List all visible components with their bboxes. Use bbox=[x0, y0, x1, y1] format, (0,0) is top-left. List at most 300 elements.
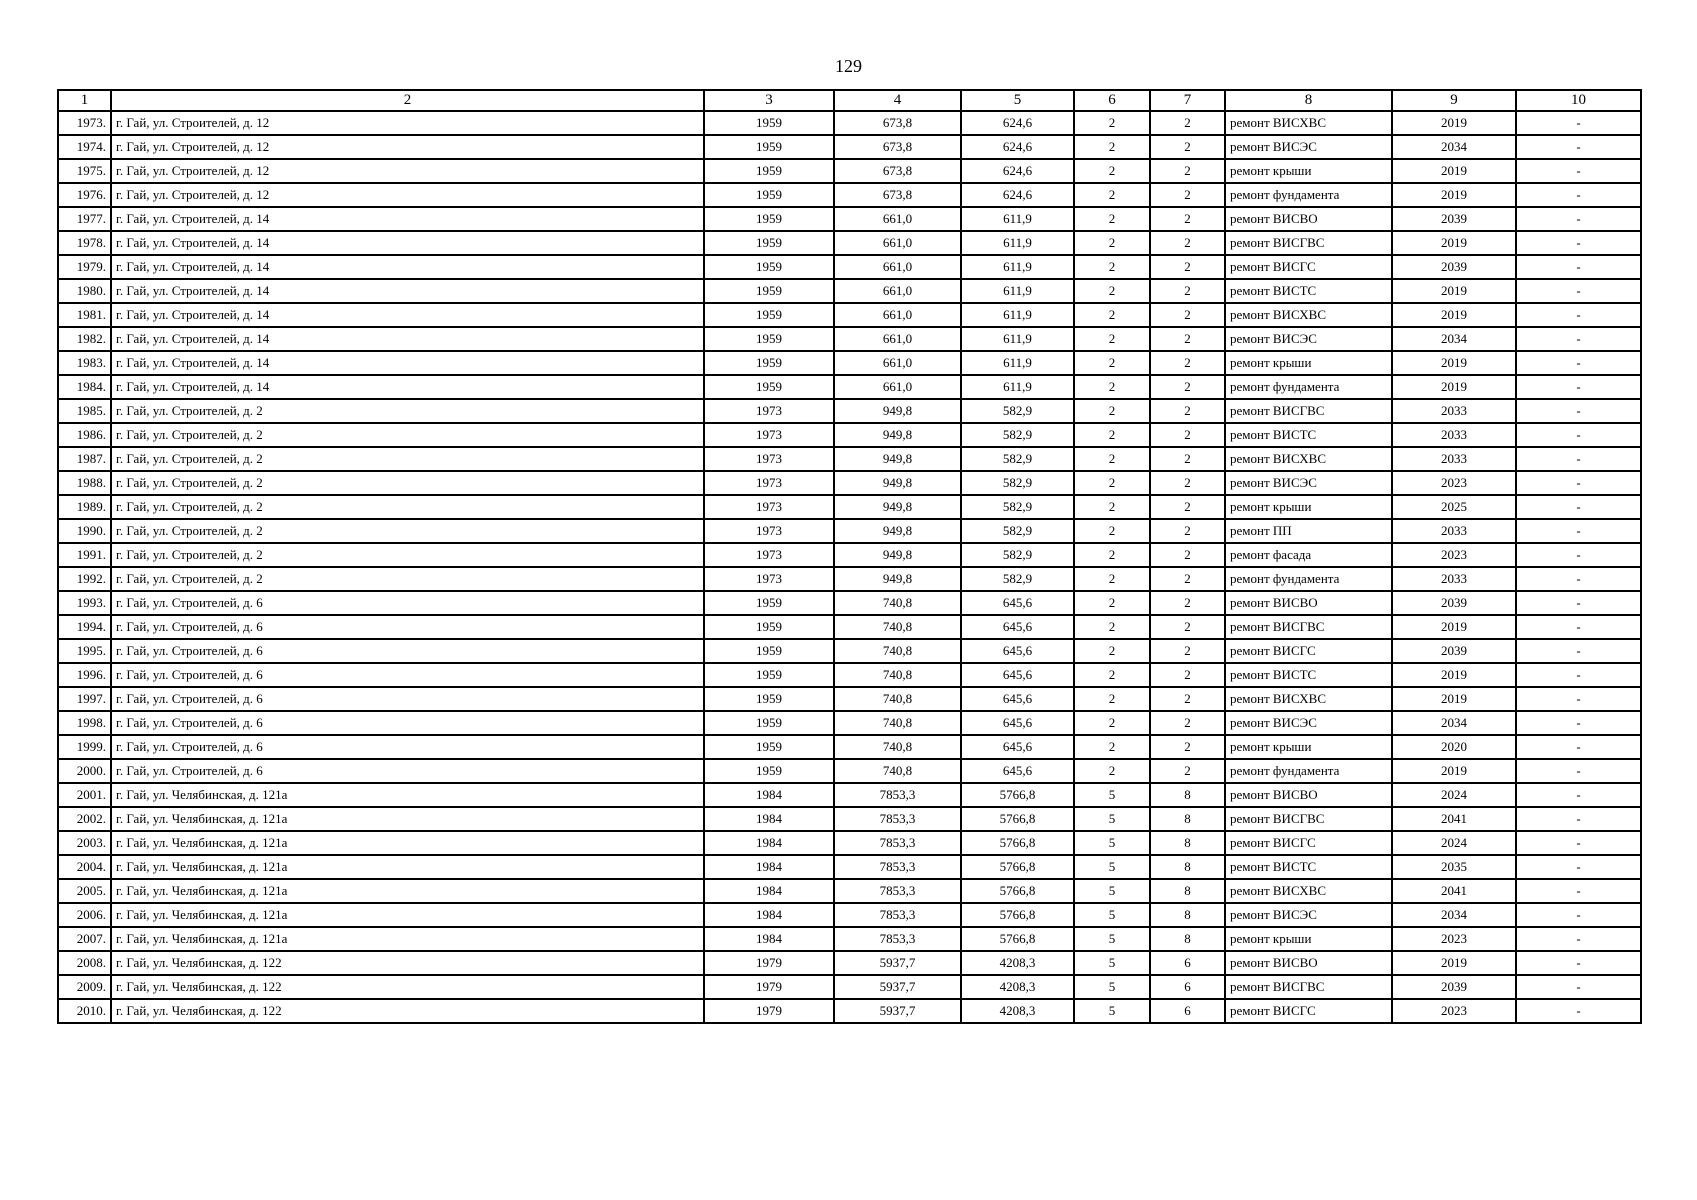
cell-work-type: ремонт ПП bbox=[1225, 519, 1392, 543]
cell-floors: 2 bbox=[1074, 375, 1150, 399]
cell-row-number: 1995. bbox=[58, 639, 111, 663]
cell-row-number: 1989. bbox=[58, 495, 111, 519]
cell-living-area: 611,9 bbox=[961, 303, 1074, 327]
cell-row-number: 1988. bbox=[58, 471, 111, 495]
cell-year-built: 1959 bbox=[704, 231, 834, 255]
cell-work-year: 2034 bbox=[1392, 135, 1516, 159]
cell-floors: 5 bbox=[1074, 879, 1150, 903]
cell-year-built: 1959 bbox=[704, 375, 834, 399]
cell-floors: 2 bbox=[1074, 327, 1150, 351]
cell-entrances: 8 bbox=[1150, 807, 1225, 831]
cell-note: - bbox=[1516, 855, 1641, 879]
table-row bbox=[58, 255, 1641, 279]
cell-row-number: 1996. bbox=[58, 663, 111, 687]
table-row bbox=[58, 927, 1641, 951]
cell-total-area: 661,0 bbox=[834, 255, 961, 279]
cell-note: - bbox=[1516, 927, 1641, 951]
cell-year-built: 1973 bbox=[704, 567, 834, 591]
cell-row-number: 1998. bbox=[58, 711, 111, 735]
cell-living-area: 5766,8 bbox=[961, 783, 1074, 807]
cell-work-type: ремонт ВИСЭС bbox=[1225, 135, 1392, 159]
column-header-6: 6 bbox=[1074, 90, 1150, 111]
cell-entrances: 2 bbox=[1150, 567, 1225, 591]
cell-note: - bbox=[1516, 327, 1641, 351]
cell-floors: 2 bbox=[1074, 687, 1150, 711]
cell-note: - bbox=[1516, 495, 1641, 519]
cell-floors: 2 bbox=[1074, 351, 1150, 375]
cell-year-built: 1959 bbox=[704, 255, 834, 279]
cell-entrances: 2 bbox=[1150, 327, 1225, 351]
cell-note: - bbox=[1516, 663, 1641, 687]
cell-entrances: 8 bbox=[1150, 903, 1225, 927]
cell-total-area: 673,8 bbox=[834, 135, 961, 159]
cell-row-number: 1993. bbox=[58, 591, 111, 615]
cell-total-area: 7853,3 bbox=[834, 831, 961, 855]
cell-row-number: 2009. bbox=[58, 975, 111, 999]
cell-work-year: 2020 bbox=[1392, 735, 1516, 759]
cell-work-type: ремонт ВИСГВС bbox=[1225, 975, 1392, 999]
cell-floors: 2 bbox=[1074, 111, 1150, 135]
cell-living-area: 624,6 bbox=[961, 135, 1074, 159]
cell-work-year: 2019 bbox=[1392, 375, 1516, 399]
cell-floors: 2 bbox=[1074, 471, 1150, 495]
cell-note: - bbox=[1516, 903, 1641, 927]
cell-total-area: 740,8 bbox=[834, 663, 961, 687]
cell-address: г. Гай, ул. Челябинская, д. 121а bbox=[111, 927, 704, 951]
cell-living-area: 611,9 bbox=[961, 279, 1074, 303]
cell-entrances: 2 bbox=[1150, 111, 1225, 135]
cell-living-area: 5766,8 bbox=[961, 903, 1074, 927]
cell-entrances: 8 bbox=[1150, 855, 1225, 879]
cell-entrances: 2 bbox=[1150, 375, 1225, 399]
cell-total-area: 740,8 bbox=[834, 687, 961, 711]
cell-note: - bbox=[1516, 375, 1641, 399]
cell-row-number: 1983. bbox=[58, 351, 111, 375]
table-row bbox=[58, 831, 1641, 855]
cell-work-year: 2019 bbox=[1392, 615, 1516, 639]
cell-year-built: 1959 bbox=[704, 327, 834, 351]
cell-floors: 2 bbox=[1074, 159, 1150, 183]
cell-address: г. Гай, ул. Строителей, д. 14 bbox=[111, 279, 704, 303]
cell-living-area: 582,9 bbox=[961, 447, 1074, 471]
table-row bbox=[58, 999, 1641, 1023]
cell-work-type: ремонт фундамента bbox=[1225, 759, 1392, 783]
cell-work-year: 2019 bbox=[1392, 759, 1516, 783]
cell-living-area: 4208,3 bbox=[961, 999, 1074, 1023]
cell-total-area: 673,8 bbox=[834, 111, 961, 135]
column-header-8: 8 bbox=[1225, 90, 1392, 111]
cell-living-area: 645,6 bbox=[961, 615, 1074, 639]
cell-row-number: 1992. bbox=[58, 567, 111, 591]
cell-address: г. Гай, ул. Строителей, д. 6 bbox=[111, 711, 704, 735]
cell-entrances: 2 bbox=[1150, 711, 1225, 735]
cell-work-year: 2019 bbox=[1392, 351, 1516, 375]
table-row bbox=[58, 879, 1641, 903]
cell-address: г. Гай, ул. Строителей, д. 14 bbox=[111, 327, 704, 351]
cell-row-number: 1974. bbox=[58, 135, 111, 159]
cell-work-type: ремонт крыши bbox=[1225, 495, 1392, 519]
cell-living-area: 611,9 bbox=[961, 231, 1074, 255]
cell-entrances: 2 bbox=[1150, 255, 1225, 279]
cell-work-type: ремонт ВИСГВС bbox=[1225, 399, 1392, 423]
cell-entrances: 2 bbox=[1150, 663, 1225, 687]
cell-year-built: 1984 bbox=[704, 831, 834, 855]
cell-floors: 2 bbox=[1074, 447, 1150, 471]
table-row bbox=[58, 423, 1641, 447]
cell-living-area: 5766,8 bbox=[961, 927, 1074, 951]
cell-work-year: 2034 bbox=[1392, 903, 1516, 927]
cell-floors: 5 bbox=[1074, 903, 1150, 927]
cell-total-area: 7853,3 bbox=[834, 783, 961, 807]
cell-living-area: 4208,3 bbox=[961, 951, 1074, 975]
cell-note: - bbox=[1516, 231, 1641, 255]
cell-floors: 5 bbox=[1074, 975, 1150, 999]
table-row bbox=[58, 375, 1641, 399]
cell-work-year: 2039 bbox=[1392, 639, 1516, 663]
cell-work-year: 2023 bbox=[1392, 999, 1516, 1023]
table-row bbox=[58, 495, 1641, 519]
cell-work-year: 2023 bbox=[1392, 543, 1516, 567]
cell-work-type: ремонт ВИСГВС bbox=[1225, 615, 1392, 639]
cell-address: г. Гай, ул. Челябинская, д. 121а bbox=[111, 903, 704, 927]
cell-living-area: 5766,8 bbox=[961, 855, 1074, 879]
cell-total-area: 7853,3 bbox=[834, 903, 961, 927]
cell-work-type: ремонт ВИСХВС bbox=[1225, 879, 1392, 903]
cell-floors: 2 bbox=[1074, 567, 1150, 591]
cell-entrances: 2 bbox=[1150, 519, 1225, 543]
cell-address: г. Гай, ул. Строителей, д. 2 bbox=[111, 399, 704, 423]
cell-year-built: 1973 bbox=[704, 447, 834, 471]
page-number: 129 bbox=[835, 56, 862, 76]
cell-work-year: 2019 bbox=[1392, 159, 1516, 183]
cell-note: - bbox=[1516, 135, 1641, 159]
cell-note: - bbox=[1516, 447, 1641, 471]
cell-entrances: 6 bbox=[1150, 999, 1225, 1023]
cell-work-year: 2039 bbox=[1392, 591, 1516, 615]
cell-note: - bbox=[1516, 183, 1641, 207]
cell-note: - bbox=[1516, 207, 1641, 231]
cell-year-built: 1959 bbox=[704, 111, 834, 135]
cell-floors: 5 bbox=[1074, 831, 1150, 855]
cell-address: г. Гай, ул. Строителей, д. 6 bbox=[111, 639, 704, 663]
cell-living-area: 611,9 bbox=[961, 207, 1074, 231]
cell-floors: 2 bbox=[1074, 519, 1150, 543]
cell-living-area: 582,9 bbox=[961, 495, 1074, 519]
cell-note: - bbox=[1516, 519, 1641, 543]
cell-address: г. Гай, ул. Челябинская, д. 121а bbox=[111, 879, 704, 903]
cell-total-area: 661,0 bbox=[834, 207, 961, 231]
cell-work-year: 2033 bbox=[1392, 423, 1516, 447]
cell-year-built: 1959 bbox=[704, 759, 834, 783]
cell-work-type: ремонт крыши bbox=[1225, 159, 1392, 183]
cell-living-area: 611,9 bbox=[961, 351, 1074, 375]
cell-floors: 2 bbox=[1074, 231, 1150, 255]
column-header-5: 5 bbox=[961, 90, 1074, 111]
cell-floors: 2 bbox=[1074, 423, 1150, 447]
cell-note: - bbox=[1516, 687, 1641, 711]
cell-note: - bbox=[1516, 111, 1641, 135]
cell-row-number: 1973. bbox=[58, 111, 111, 135]
cell-note: - bbox=[1516, 759, 1641, 783]
cell-work-type: ремонт ВИСГВС bbox=[1225, 231, 1392, 255]
cell-row-number: 1991. bbox=[58, 543, 111, 567]
table-header-row bbox=[58, 90, 1641, 111]
cell-row-number: 1999. bbox=[58, 735, 111, 759]
cell-total-area: 740,8 bbox=[834, 615, 961, 639]
table-row bbox=[58, 543, 1641, 567]
cell-year-built: 1973 bbox=[704, 471, 834, 495]
cell-work-year: 2033 bbox=[1392, 447, 1516, 471]
cell-address: г. Гай, ул. Строителей, д. 6 bbox=[111, 615, 704, 639]
column-header-7: 7 bbox=[1150, 90, 1225, 111]
cell-living-area: 645,6 bbox=[961, 687, 1074, 711]
cell-total-area: 5937,7 bbox=[834, 999, 961, 1023]
cell-work-year: 2033 bbox=[1392, 567, 1516, 591]
cell-total-area: 949,8 bbox=[834, 471, 961, 495]
cell-living-area: 611,9 bbox=[961, 255, 1074, 279]
cell-year-built: 1973 bbox=[704, 399, 834, 423]
table-row bbox=[58, 183, 1641, 207]
table-row bbox=[58, 519, 1641, 543]
cell-note: - bbox=[1516, 399, 1641, 423]
cell-address: г. Гай, ул. Челябинская, д. 121а bbox=[111, 855, 704, 879]
cell-row-number: 1997. bbox=[58, 687, 111, 711]
table-row bbox=[58, 903, 1641, 927]
cell-entrances: 8 bbox=[1150, 783, 1225, 807]
cell-year-built: 1973 bbox=[704, 519, 834, 543]
cell-row-number: 2007. bbox=[58, 927, 111, 951]
cell-entrances: 2 bbox=[1150, 135, 1225, 159]
cell-work-year: 2039 bbox=[1392, 975, 1516, 999]
cell-row-number: 2001. bbox=[58, 783, 111, 807]
cell-work-type: ремонт ВИСТС bbox=[1225, 279, 1392, 303]
cell-row-number: 1990. bbox=[58, 519, 111, 543]
cell-note: - bbox=[1516, 999, 1641, 1023]
cell-address: г. Гай, ул. Строителей, д. 2 bbox=[111, 495, 704, 519]
cell-row-number: 1978. bbox=[58, 231, 111, 255]
cell-total-area: 949,8 bbox=[834, 567, 961, 591]
cell-living-area: 582,9 bbox=[961, 399, 1074, 423]
cell-living-area: 582,9 bbox=[961, 543, 1074, 567]
cell-note: - bbox=[1516, 735, 1641, 759]
cell-address: г. Гай, ул. Челябинская, д. 121а bbox=[111, 783, 704, 807]
cell-living-area: 611,9 bbox=[961, 375, 1074, 399]
cell-address: г. Гай, ул. Строителей, д. 2 bbox=[111, 423, 704, 447]
cell-work-type: ремонт ВИСТС bbox=[1225, 855, 1392, 879]
cell-row-number: 2008. bbox=[58, 951, 111, 975]
cell-work-year: 2034 bbox=[1392, 327, 1516, 351]
cell-work-type: ремонт ВИСЭС bbox=[1225, 327, 1392, 351]
cell-row-number: 2005. bbox=[58, 879, 111, 903]
cell-floors: 5 bbox=[1074, 783, 1150, 807]
table-row bbox=[58, 159, 1641, 183]
cell-address: г. Гай, ул. Челябинская, д. 121а bbox=[111, 807, 704, 831]
cell-entrances: 2 bbox=[1150, 399, 1225, 423]
cell-living-area: 582,9 bbox=[961, 471, 1074, 495]
cell-floors: 2 bbox=[1074, 279, 1150, 303]
cell-entrances: 2 bbox=[1150, 279, 1225, 303]
cell-address: г. Гай, ул. Челябинская, д. 121а bbox=[111, 831, 704, 855]
cell-living-area: 645,6 bbox=[961, 639, 1074, 663]
cell-living-area: 624,6 bbox=[961, 183, 1074, 207]
cell-row-number: 1982. bbox=[58, 327, 111, 351]
cell-address: г. Гай, ул. Строителей, д. 12 bbox=[111, 159, 704, 183]
table-row bbox=[58, 351, 1641, 375]
cell-work-type: ремонт ВИСВО bbox=[1225, 951, 1392, 975]
table-row bbox=[58, 591, 1641, 615]
cell-row-number: 2002. bbox=[58, 807, 111, 831]
cell-address: г. Гай, ул. Строителей, д. 14 bbox=[111, 375, 704, 399]
cell-year-built: 1959 bbox=[704, 687, 834, 711]
cell-work-type: ремонт ВИСГВС bbox=[1225, 807, 1392, 831]
cell-total-area: 673,8 bbox=[834, 159, 961, 183]
cell-work-year: 2025 bbox=[1392, 495, 1516, 519]
cell-entrances: 8 bbox=[1150, 927, 1225, 951]
cell-entrances: 2 bbox=[1150, 183, 1225, 207]
cell-work-year: 2041 bbox=[1392, 807, 1516, 831]
cell-living-area: 5766,8 bbox=[961, 879, 1074, 903]
cell-year-built: 1984 bbox=[704, 807, 834, 831]
cell-entrances: 6 bbox=[1150, 951, 1225, 975]
cell-year-built: 1979 bbox=[704, 951, 834, 975]
cell-note: - bbox=[1516, 711, 1641, 735]
cell-year-built: 1959 bbox=[704, 711, 834, 735]
cell-work-year: 2039 bbox=[1392, 207, 1516, 231]
cell-total-area: 949,8 bbox=[834, 543, 961, 567]
cell-floors: 2 bbox=[1074, 711, 1150, 735]
cell-year-built: 1984 bbox=[704, 927, 834, 951]
cell-work-type: ремонт ВИСЭС bbox=[1225, 903, 1392, 927]
cell-year-built: 1959 bbox=[704, 639, 834, 663]
cell-note: - bbox=[1516, 303, 1641, 327]
column-header-9: 9 bbox=[1392, 90, 1516, 111]
cell-work-type: ремонт фасада bbox=[1225, 543, 1392, 567]
cell-note: - bbox=[1516, 807, 1641, 831]
cell-address: г. Гай, ул. Строителей, д. 6 bbox=[111, 663, 704, 687]
cell-entrances: 2 bbox=[1150, 687, 1225, 711]
table-row bbox=[58, 975, 1641, 999]
cell-row-number: 1979. bbox=[58, 255, 111, 279]
table-row bbox=[58, 231, 1641, 255]
cell-work-year: 2019 bbox=[1392, 663, 1516, 687]
cell-note: - bbox=[1516, 951, 1641, 975]
cell-address: г. Гай, ул. Строителей, д. 14 bbox=[111, 303, 704, 327]
cell-floors: 2 bbox=[1074, 255, 1150, 279]
cell-total-area: 661,0 bbox=[834, 327, 961, 351]
cell-row-number: 1981. bbox=[58, 303, 111, 327]
cell-address: г. Гай, ул. Строителей, д. 12 bbox=[111, 111, 704, 135]
cell-note: - bbox=[1516, 423, 1641, 447]
cell-floors: 2 bbox=[1074, 399, 1150, 423]
cell-address: г. Гай, ул. Строителей, д. 12 bbox=[111, 135, 704, 159]
table-row bbox=[58, 663, 1641, 687]
cell-note: - bbox=[1516, 471, 1641, 495]
cell-work-type: ремонт ВИСХВС bbox=[1225, 111, 1392, 135]
cell-total-area: 661,0 bbox=[834, 351, 961, 375]
cell-note: - bbox=[1516, 279, 1641, 303]
cell-address: г. Гай, ул. Челябинская, д. 122 bbox=[111, 951, 704, 975]
cell-address: г. Гай, ул. Челябинская, д. 122 bbox=[111, 999, 704, 1023]
cell-work-year: 2035 bbox=[1392, 855, 1516, 879]
cell-living-area: 582,9 bbox=[961, 423, 1074, 447]
cell-entrances: 2 bbox=[1150, 543, 1225, 567]
table-row bbox=[58, 111, 1641, 135]
cell-total-area: 661,0 bbox=[834, 279, 961, 303]
cell-total-area: 740,8 bbox=[834, 735, 961, 759]
table-body bbox=[58, 111, 1641, 1023]
cell-work-year: 2024 bbox=[1392, 831, 1516, 855]
cell-address: г. Гай, ул. Строителей, д. 12 bbox=[111, 183, 704, 207]
cell-year-built: 1959 bbox=[704, 159, 834, 183]
cell-total-area: 661,0 bbox=[834, 375, 961, 399]
cell-row-number: 1987. bbox=[58, 447, 111, 471]
cell-entrances: 2 bbox=[1150, 423, 1225, 447]
cell-row-number: 2006. bbox=[58, 903, 111, 927]
cell-year-built: 1959 bbox=[704, 615, 834, 639]
cell-row-number: 1975. bbox=[58, 159, 111, 183]
cell-work-year: 2019 bbox=[1392, 183, 1516, 207]
cell-work-year: 2033 bbox=[1392, 519, 1516, 543]
cell-total-area: 740,8 bbox=[834, 639, 961, 663]
cell-work-year: 2034 bbox=[1392, 711, 1516, 735]
cell-floors: 2 bbox=[1074, 135, 1150, 159]
cell-address: г. Гай, ул. Строителей, д. 2 bbox=[111, 471, 704, 495]
table-row bbox=[58, 687, 1641, 711]
cell-row-number: 2010. bbox=[58, 999, 111, 1023]
cell-year-built: 1959 bbox=[704, 183, 834, 207]
cell-floors: 5 bbox=[1074, 951, 1150, 975]
cell-work-type: ремонт ВИСВО bbox=[1225, 207, 1392, 231]
cell-work-type: ремонт ВИСХВС bbox=[1225, 303, 1392, 327]
table-row bbox=[58, 783, 1641, 807]
column-header-4: 4 bbox=[834, 90, 961, 111]
cell-work-type: ремонт ВИСТС bbox=[1225, 663, 1392, 687]
cell-address: г. Гай, ул. Строителей, д. 14 bbox=[111, 207, 704, 231]
cell-living-area: 645,6 bbox=[961, 663, 1074, 687]
cell-entrances: 2 bbox=[1150, 615, 1225, 639]
cell-floors: 5 bbox=[1074, 999, 1150, 1023]
cell-work-type: ремонт крыши bbox=[1225, 927, 1392, 951]
cell-work-type: ремонт ВИСГС bbox=[1225, 999, 1392, 1023]
cell-work-type: ремонт ВИСЭС bbox=[1225, 471, 1392, 495]
table-row bbox=[58, 951, 1641, 975]
cell-year-built: 1973 bbox=[704, 423, 834, 447]
cell-row-number: 1986. bbox=[58, 423, 111, 447]
cell-entrances: 2 bbox=[1150, 447, 1225, 471]
cell-address: г. Гай, ул. Строителей, д. 6 bbox=[111, 687, 704, 711]
cell-work-year: 2019 bbox=[1392, 687, 1516, 711]
cell-address: г. Гай, ул. Строителей, д. 14 bbox=[111, 231, 704, 255]
cell-row-number: 1984. bbox=[58, 375, 111, 399]
cell-total-area: 949,8 bbox=[834, 519, 961, 543]
cell-total-area: 949,8 bbox=[834, 447, 961, 471]
cell-year-built: 1984 bbox=[704, 903, 834, 927]
cell-year-built: 1959 bbox=[704, 351, 834, 375]
cell-floors: 5 bbox=[1074, 807, 1150, 831]
cell-total-area: 7853,3 bbox=[834, 927, 961, 951]
cell-total-area: 740,8 bbox=[834, 711, 961, 735]
cell-note: - bbox=[1516, 159, 1641, 183]
cell-year-built: 1959 bbox=[704, 591, 834, 615]
cell-note: - bbox=[1516, 567, 1641, 591]
cell-total-area: 673,8 bbox=[834, 183, 961, 207]
table-row bbox=[58, 399, 1641, 423]
cell-work-type: ремонт фундамента bbox=[1225, 567, 1392, 591]
cell-work-type: ремонт крыши bbox=[1225, 351, 1392, 375]
cell-work-year: 2019 bbox=[1392, 279, 1516, 303]
cell-entrances: 2 bbox=[1150, 351, 1225, 375]
cell-work-year: 2019 bbox=[1392, 231, 1516, 255]
